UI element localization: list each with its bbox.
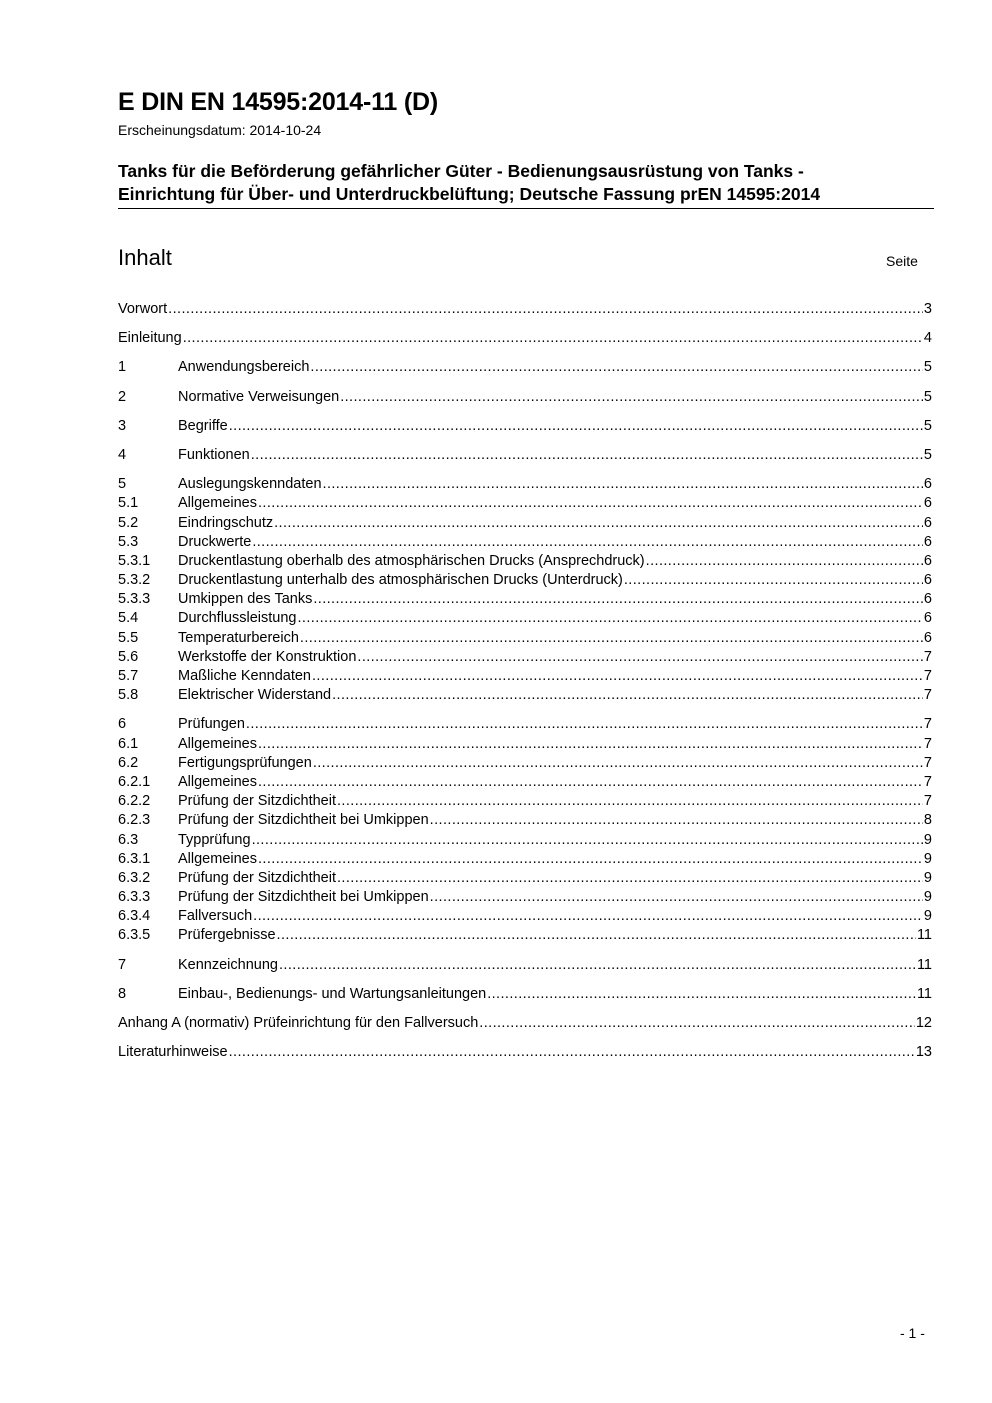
toc-dot-leader	[430, 811, 923, 830]
toc-entry-number: 5.8	[118, 687, 139, 704]
toc-dot-leader	[252, 831, 923, 850]
toc-entry-page: 6	[923, 476, 932, 493]
toc-dot-leader	[323, 475, 923, 494]
toc-entry-number: 6.3.3	[118, 889, 151, 906]
toc-dot-leader	[337, 792, 923, 811]
document-title-line-1: Tanks für die Beförderung gefährlicher Güter - Bedienungsausrüstung von Tanks -	[118, 161, 804, 181]
toc-entry[interactable]	[118, 494, 932, 513]
toc-entry-page: 6	[923, 591, 932, 608]
toc-entry[interactable]	[118, 907, 932, 926]
toc-entry-number: 5	[118, 476, 127, 493]
toc-entry-title: Allgemeines	[178, 735, 257, 752]
toc-dot-leader	[646, 552, 923, 571]
toc-entry-title: Eindringschutz	[178, 514, 274, 531]
toc-entry-title: Einbau-, Bedienungs- und Wartungsanleitungen	[178, 985, 487, 1002]
toc-dot-leader	[340, 388, 923, 407]
toc-entry-title: Fallversuch	[178, 908, 253, 925]
toc-entry-number: 5.7	[118, 668, 139, 684]
toc-entry[interactable]	[118, 300, 932, 319]
toc-entry[interactable]	[118, 754, 932, 773]
document-title	[118, 160, 934, 209]
toc-entry-number: 6.3.1	[118, 850, 151, 867]
toc-entry-title: Kennzeichnung	[178, 956, 278, 973]
toc-entry-title: Fertigungsprüfungen	[178, 754, 312, 771]
toc-dot-leader	[258, 773, 923, 792]
toc-entry[interactable]	[118, 773, 932, 792]
document-title-line-2: Einrichtung für Über- und Unterdruckbelüftung; Deutsche Fassung prEN 14595:2014	[118, 184, 821, 204]
toc-entry[interactable]	[118, 533, 932, 552]
toc-dot-leader	[251, 446, 923, 465]
toc-entry-page: 9	[923, 850, 932, 867]
toc-entry-number: 5.4	[118, 610, 139, 627]
toc-entry-page: 6	[923, 514, 932, 531]
toc-entry-number: 6.2.3	[118, 812, 151, 829]
toc-entry-page: 6	[923, 495, 932, 512]
toc-entry-page: 6	[923, 629, 932, 646]
toc-entry[interactable]	[118, 956, 932, 975]
toc-entry[interactable]	[118, 629, 932, 648]
toc-entry-number: 5.6	[118, 648, 139, 665]
toc-entry-title: Druckwerte	[178, 533, 252, 550]
toc-entry-number: 3	[118, 417, 127, 434]
toc-entry-title: Maßliche Kenndaten	[178, 668, 311, 684]
toc-entry[interactable]	[118, 1043, 932, 1062]
toc-dot-leader	[252, 533, 923, 552]
toc-dot-leader	[332, 686, 923, 705]
toc-entry-title: Literaturhinweise	[118, 1044, 228, 1061]
toc-entry-number: 6.2	[118, 754, 139, 771]
toc-entry-page: 7	[923, 687, 932, 704]
toc-entry[interactable]	[118, 571, 932, 590]
toc-dot-leader	[277, 926, 916, 945]
toc-entry-number: 5.3	[118, 533, 139, 550]
toc-entry[interactable]	[118, 417, 932, 436]
toc-entry-page: 13	[915, 1044, 932, 1061]
toc-entry-title: Allgemeines	[178, 495, 257, 512]
toc-entry-page: 11	[916, 985, 932, 1002]
toc-entry-number: 6.3.2	[118, 869, 151, 886]
toc-entry-number: 7	[118, 956, 127, 973]
toc-entry-number: 5.1	[118, 495, 139, 512]
toc-entry-number: 6.1	[118, 735, 139, 752]
toc-entry-page: 9	[923, 908, 932, 925]
toc-entry-page: 9	[923, 889, 932, 906]
toc-entry-page: 7	[923, 754, 932, 771]
toc-entry-number: 5.2	[118, 514, 139, 531]
toc-entry-title: Elektrischer Widerstand	[178, 687, 332, 704]
toc-entry-title: Auslegungskenndaten	[178, 476, 322, 493]
toc-entry-number: 5.5	[118, 629, 139, 646]
page-number: - 1 -	[900, 1325, 925, 1341]
toc-entry-page: 5	[923, 446, 932, 463]
toc-dot-leader	[430, 888, 923, 907]
toc-entry[interactable]	[118, 715, 932, 734]
toc-entry-title: Typprüfung	[178, 831, 251, 848]
toc-entry-number: 5.3.2	[118, 572, 151, 589]
toc-dot-leader	[297, 609, 922, 628]
toc-dot-leader	[258, 850, 923, 869]
toc-entry-title: Einleitung	[118, 330, 182, 347]
toc-entry[interactable]	[118, 869, 932, 888]
toc-entry-title: Normative Verweisungen	[178, 388, 340, 405]
toc-entry-title: Anhang A (normativ) Prüfeinrichtung für den Fallversuch	[118, 1015, 479, 1031]
toc-entry-title: Begriffe	[178, 417, 228, 434]
toc-heading: Inhalt	[118, 245, 172, 270]
toc-entry-title: Anwendungsbereich	[178, 359, 310, 376]
toc-entry-number: 8	[118, 985, 127, 1002]
toc-entry-page: 6	[923, 533, 932, 550]
toc-entry[interactable]	[118, 811, 932, 830]
table-of-contents	[118, 300, 932, 1062]
toc-dot-leader	[487, 985, 916, 1004]
toc-entry[interactable]	[118, 850, 932, 869]
toc-dot-leader	[313, 754, 923, 773]
toc-dot-leader	[183, 329, 923, 348]
toc-entry-page: 7	[923, 773, 932, 790]
toc-entry-title: Vorwort	[118, 301, 168, 317]
toc-entry-title: Allgemeines	[178, 773, 257, 790]
toc-entry[interactable]	[118, 609, 932, 628]
toc-dot-leader	[246, 715, 923, 734]
toc-entry-page: 4	[923, 330, 932, 347]
toc-dot-leader	[253, 907, 923, 926]
toc-entry[interactable]	[118, 792, 932, 811]
toc-entry-number: 6.3	[118, 831, 139, 848]
publication-date: Erscheinungsdatum: 2014-10-24	[118, 122, 322, 138]
toc-entry-title: Prüfung der Sitzdichtheit	[178, 869, 336, 886]
toc-entry-number: 6.3.4	[118, 908, 151, 925]
toc-entry-page: 7	[923, 735, 932, 752]
toc-dot-leader	[624, 571, 923, 590]
toc-entry-page: 6	[923, 552, 932, 569]
toc-entry-page: 12	[915, 1015, 932, 1031]
toc-entry[interactable]	[118, 475, 932, 494]
document-id: E DIN EN 14595:2014-11 (D)	[118, 88, 438, 116]
toc-entry[interactable]	[118, 358, 932, 377]
toc-entry[interactable]	[118, 388, 932, 407]
toc-entry-page: 7	[923, 668, 932, 684]
toc-entry-page: 8	[923, 812, 932, 829]
toc-entry-page: 5	[923, 417, 932, 434]
toc-entry-title: Prüfung der Sitzdichtheit bei Umkippen	[178, 889, 429, 906]
toc-dot-leader	[312, 667, 923, 686]
toc-entry-page: 5	[923, 388, 932, 405]
toc-entry-number: 2	[118, 388, 127, 405]
toc-dot-leader	[313, 590, 923, 609]
toc-dot-leader	[337, 869, 923, 888]
toc-entry-title: Druckentlastung unterhalb des atmosphärischen Drucks (Unterdruck)	[178, 572, 623, 589]
toc-entry-title: Durchflussleistung	[178, 610, 297, 627]
toc-entry-number: 1	[118, 359, 127, 376]
toc-entry-title: Allgemeines	[178, 850, 257, 867]
toc-entry-title: Umkippen des Tanks	[178, 591, 313, 608]
toc-entry-title: Werkstoffe der Konstruktion	[178, 648, 357, 665]
toc-dot-leader	[258, 494, 923, 513]
toc-dot-leader	[279, 956, 916, 975]
toc-entry[interactable]	[118, 985, 932, 1004]
toc-entry-number: 6	[118, 716, 127, 733]
toc-dot-leader	[229, 1043, 915, 1062]
toc-entry[interactable]	[118, 514, 932, 533]
toc-dot-leader	[274, 514, 923, 533]
toc-entry-page: 11	[916, 956, 932, 973]
toc-entry[interactable]	[118, 735, 932, 754]
toc-entry-page: 6	[923, 572, 932, 589]
toc-entry-title: Funktionen	[178, 446, 250, 463]
toc-entry-title: Druckentlastung oberhalb des atmosphärischen Drucks (Ansprechdruck)	[178, 552, 645, 569]
toc-entry[interactable]	[118, 926, 932, 945]
toc-entry-number: 5.3.3	[118, 591, 151, 608]
toc-entry[interactable]	[118, 329, 932, 348]
toc-entry-number: 6.2.1	[118, 773, 151, 790]
toc-entry-page: 9	[923, 831, 932, 848]
toc-entry-page: 3	[923, 301, 932, 317]
toc-entry-page: 7	[923, 716, 932, 733]
toc-dot-leader	[479, 1014, 915, 1033]
toc-dot-leader	[357, 648, 923, 667]
toc-entry-number: 5.3.1	[118, 552, 151, 569]
toc-entry-title: Prüfung der Sitzdichtheit bei Umkippen	[178, 812, 429, 829]
toc-entry[interactable]	[118, 590, 932, 609]
toc-dot-leader	[168, 300, 923, 319]
toc-entry-page: 6	[923, 610, 932, 627]
toc-entry-title: Prüfung der Sitzdichtheit	[178, 793, 336, 810]
toc-entry[interactable]	[118, 648, 932, 667]
toc-entry-page: 9	[923, 869, 932, 886]
toc-entry-number: 4	[118, 446, 127, 463]
toc-entry-title: Prüfergebnisse	[178, 927, 276, 944]
toc-entry-page: 7	[923, 793, 932, 810]
toc-entry-page: 5	[923, 359, 932, 376]
toc-page-label: Seite	[886, 253, 918, 269]
toc-entry[interactable]	[118, 686, 932, 705]
toc-dot-leader	[310, 358, 923, 377]
toc-entry[interactable]	[118, 667, 932, 686]
toc-entry[interactable]	[118, 1014, 932, 1033]
toc-entry[interactable]	[118, 831, 932, 850]
toc-entry[interactable]	[118, 888, 932, 907]
toc-entry-title: Temperaturbereich	[178, 629, 299, 646]
toc-entry-number: 6.3.5	[118, 927, 151, 944]
toc-dot-leader	[258, 735, 923, 754]
toc-dot-leader	[229, 417, 923, 436]
toc-entry[interactable]	[118, 552, 932, 571]
toc-dot-leader	[300, 629, 923, 648]
toc-entry-page: 11	[916, 927, 932, 944]
toc-entry-page: 7	[923, 648, 932, 665]
toc-entry-title: Prüfungen	[178, 716, 245, 733]
toc-entry-number: 6.2.2	[118, 793, 151, 810]
toc-entry[interactable]	[118, 446, 932, 465]
